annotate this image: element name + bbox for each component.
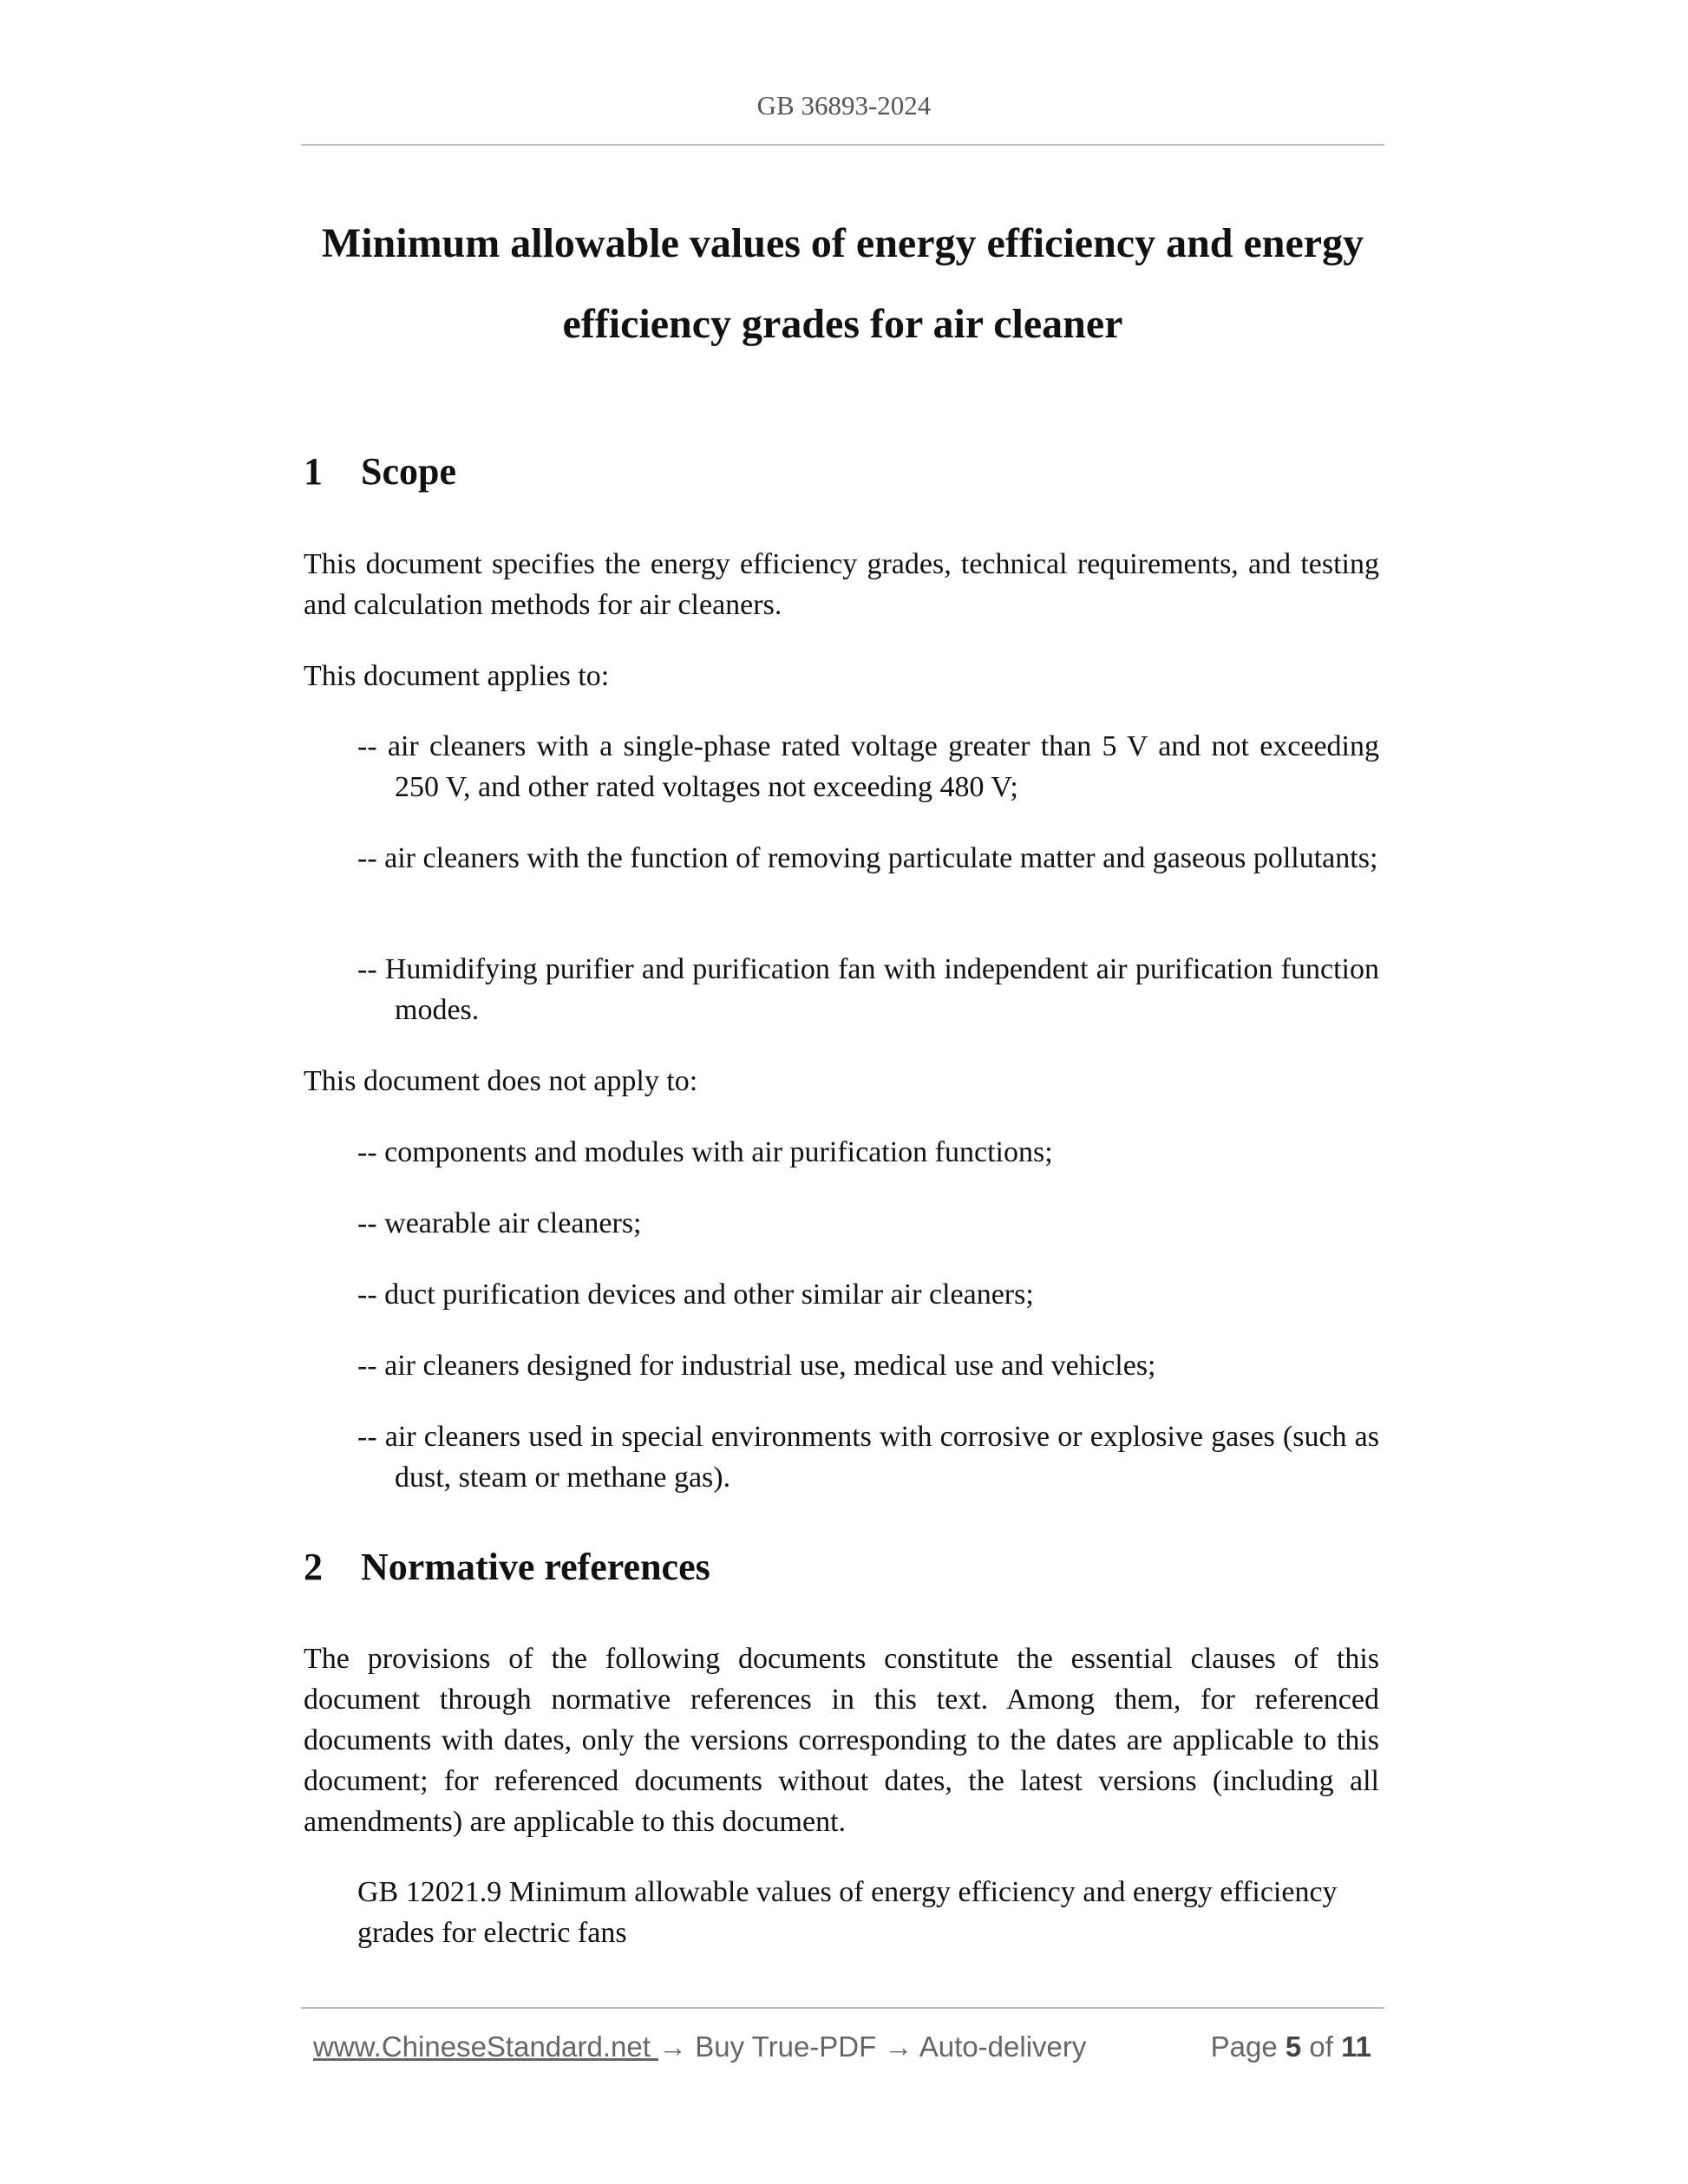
section-heading-normative-references [304, 1541, 710, 1593]
page-total: 11 [1341, 2030, 1371, 2063]
footer-divider [301, 2007, 1384, 2009]
not-apply-list-item: -- air cleaners designed for industrial use, medical use and vehicles; [357, 1350, 1156, 1382]
section-title: Scope [361, 450, 456, 493]
section-title: Normative references [361, 1546, 710, 1588]
section-number: 2 [304, 1546, 323, 1588]
not-apply-list-item: -- components and modules with air purification functions; [357, 1136, 1053, 1168]
scope-paragraph: This document specifies the energy efficiency grades, technical requirements, and testing and calculation methods for air cleaners. [304, 548, 1379, 621]
document-title [301, 203, 1384, 364]
applies-list-item: -- Humidifying purifier and purification fan with independent air purification function modes. [357, 953, 1379, 1026]
applies-intro: This document applies to: [304, 660, 610, 692]
page-footer [313, 2025, 1371, 2069]
not-apply-list-item: -- wearable air cleaners; [357, 1207, 642, 1239]
applies-list-item: -- air cleaners with a single-phase rated voltage greater than 5 V and not exceeding 250 V, and other rated voltages not exceeding 480 V; [357, 730, 1379, 803]
document-code-header: GB 36893-2024 [756, 90, 932, 121]
page-of-label: of [1309, 2030, 1333, 2063]
website-link[interactable]: www.ChineseStandard.net [313, 2030, 659, 2063]
not-apply-list-item: -- air cleaners used in special environments with corrosive or explosive gases (such as dust, steam or methane gas). [357, 1421, 1379, 1494]
not-apply-list-item: -- duct purification devices and other similar air cleaners; [357, 1278, 1034, 1311]
section-number: 1 [304, 450, 323, 493]
title-line-1: Minimum allowable values of energy efficiency and energy [321, 220, 1364, 266]
page-label: Page [1210, 2030, 1278, 2063]
header-divider [301, 144, 1384, 146]
not-apply-intro: This document does not apply to: [304, 1065, 698, 1097]
page-current: 5 [1285, 2030, 1302, 2063]
title-line-2: efficiency grades for air cleaner [562, 301, 1123, 347]
applies-list-item: -- air cleaners with the function of removing particulate matter and gaseous pollutants; [357, 842, 1378, 874]
footer-promo [313, 2025, 1086, 2069]
section-heading-scope [304, 446, 456, 498]
reference-entry: GB 12021.9 Minimum allowable values of energy efficiency and energy efficiency grades for electric fans [357, 1876, 1338, 1949]
normative-references-paragraph: The provisions of the following documents constitute the essential clauses of this document through normative references in this text. Among them, for referenced documents with dates, only the versions corresponding to the dates are applicable to this document; for referenced documents without dates, the latest versions (including all amendments) are applicable to this document. [304, 1643, 1379, 1838]
footer-promo-text: → Buy True-PDF → Auto-delivery [658, 2030, 1087, 2063]
page-indicator [1211, 2025, 1371, 2069]
